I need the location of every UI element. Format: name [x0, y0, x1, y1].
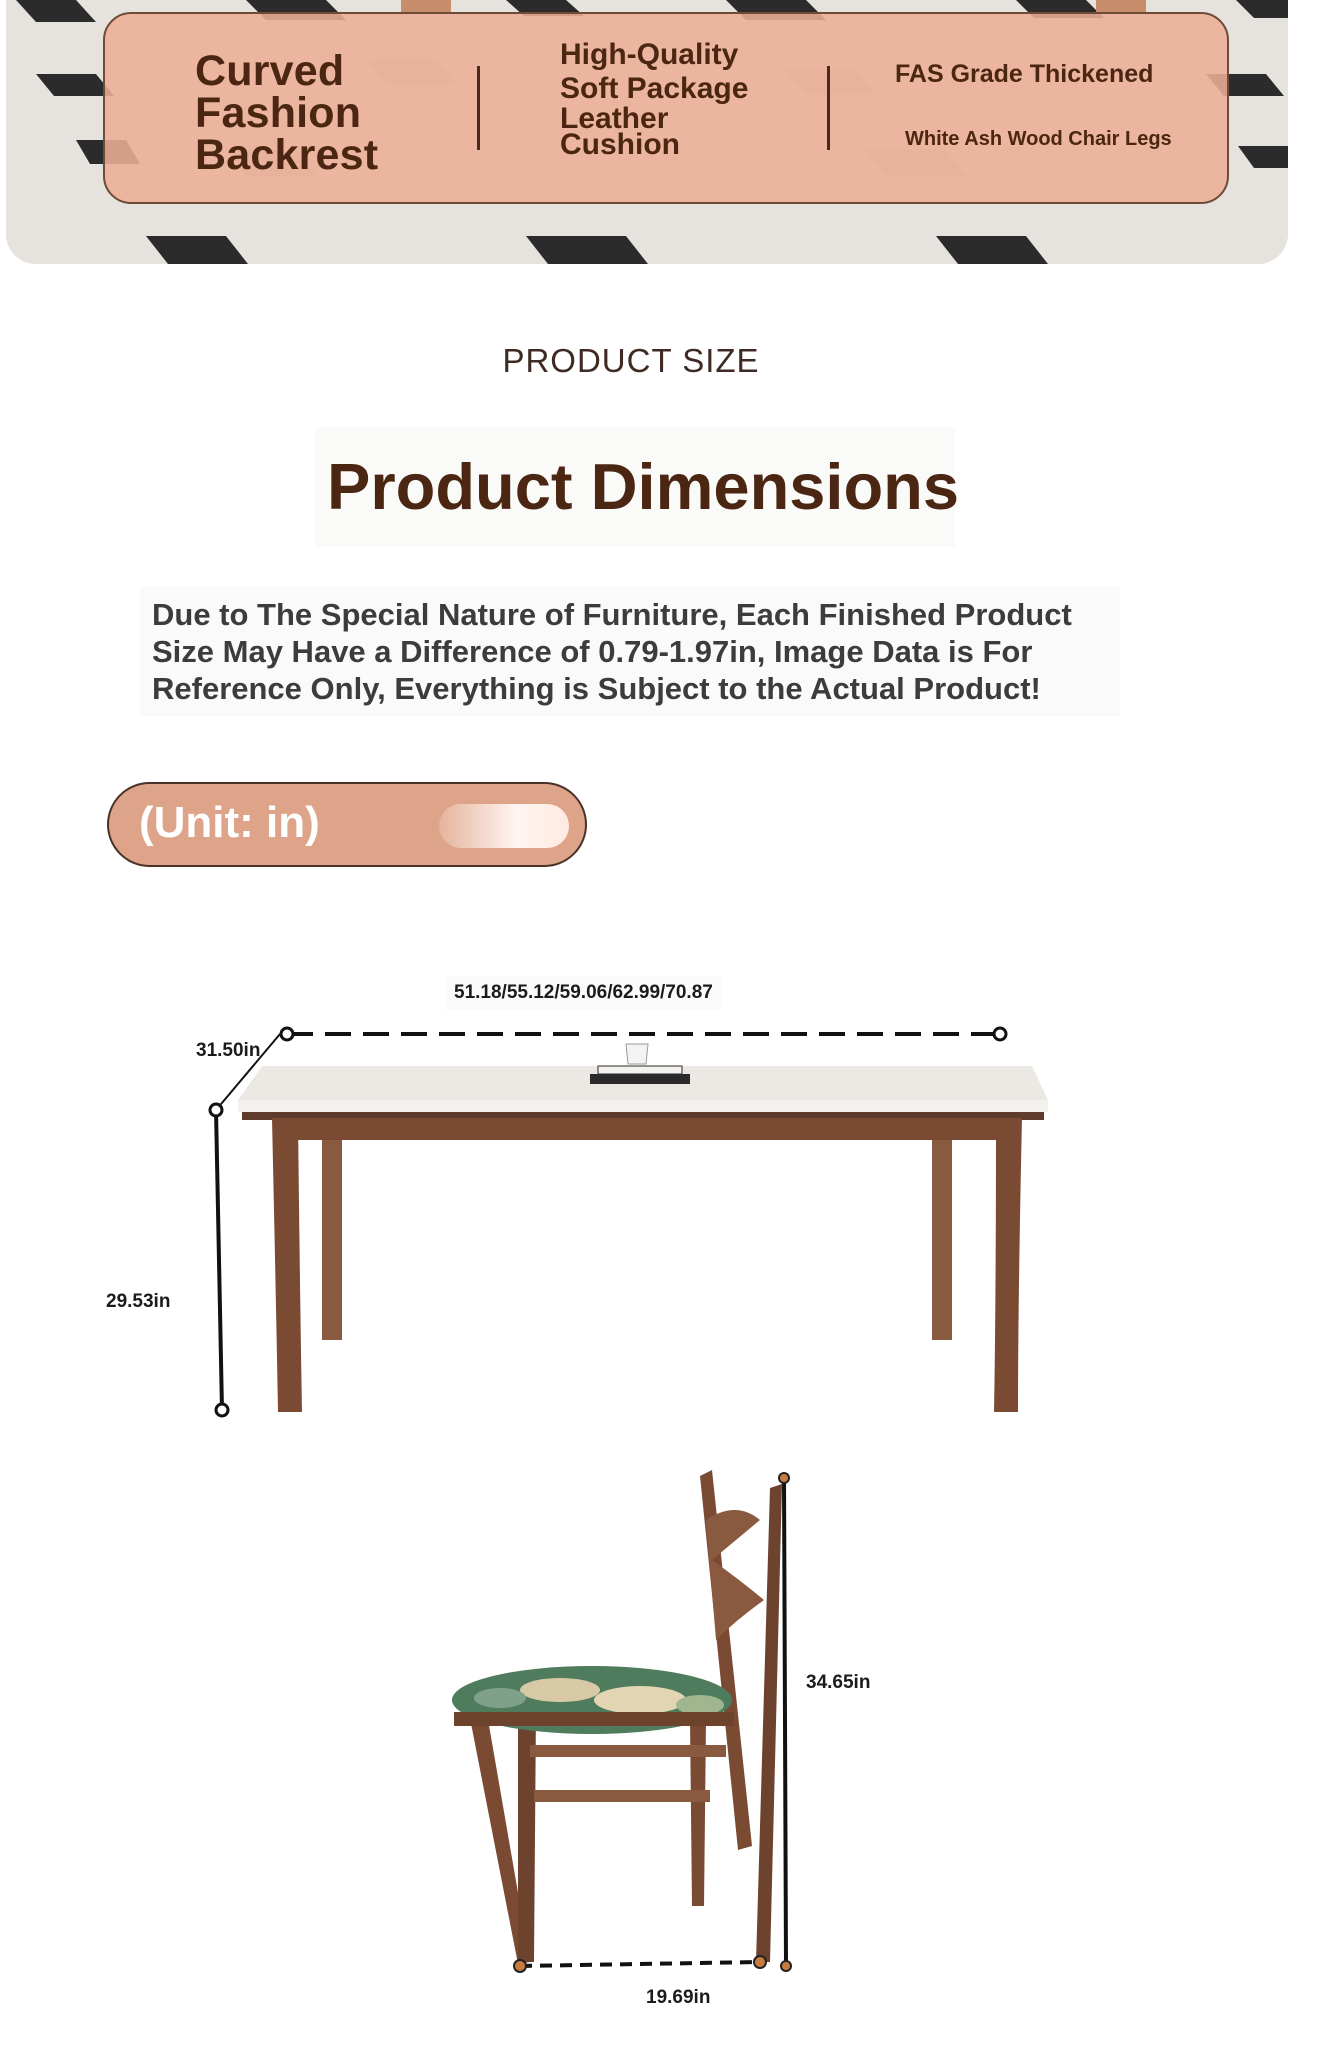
table-illustration	[210, 1028, 1048, 1416]
feature-soft-line4: Cushion	[560, 128, 680, 161]
feature-curved-backrest: Curved Fashion Backrest	[195, 47, 379, 179]
feature-soft-line1: High-Quality	[560, 38, 739, 71]
feature-legs-title: FAS Grade Thickened	[895, 60, 1154, 88]
disclaimer-text: Due to The Special Nature of Furniture, Each Finished Product Size May Have a Difference of 0.79-1.97in, Image Data is For Reference Only, Everything is Subject to the Actual Product!	[152, 597, 1072, 706]
page-title: Product Dimensions	[327, 450, 960, 523]
table-height-label: 29.53in	[106, 1291, 171, 1312]
chair-height-label: 34.65in	[806, 1672, 871, 1693]
feature-soft-line3: Leather	[560, 102, 669, 135]
feature-soft-line2: Soft Package	[560, 72, 749, 105]
table-length-label: 51.18/55.12/59.06/62.99/70.87	[446, 976, 721, 1010]
chair-illustration	[452, 1470, 791, 1972]
table-depth-label: 31.50in	[196, 1040, 261, 1061]
chair-width-label: 19.69in	[646, 1987, 711, 2008]
section-label: PRODUCT SIZE	[502, 342, 760, 379]
unit-label: (Unit: in)	[139, 798, 320, 847]
feature-legs-subtitle: White Ash Wood Chair Legs	[905, 128, 1172, 150]
